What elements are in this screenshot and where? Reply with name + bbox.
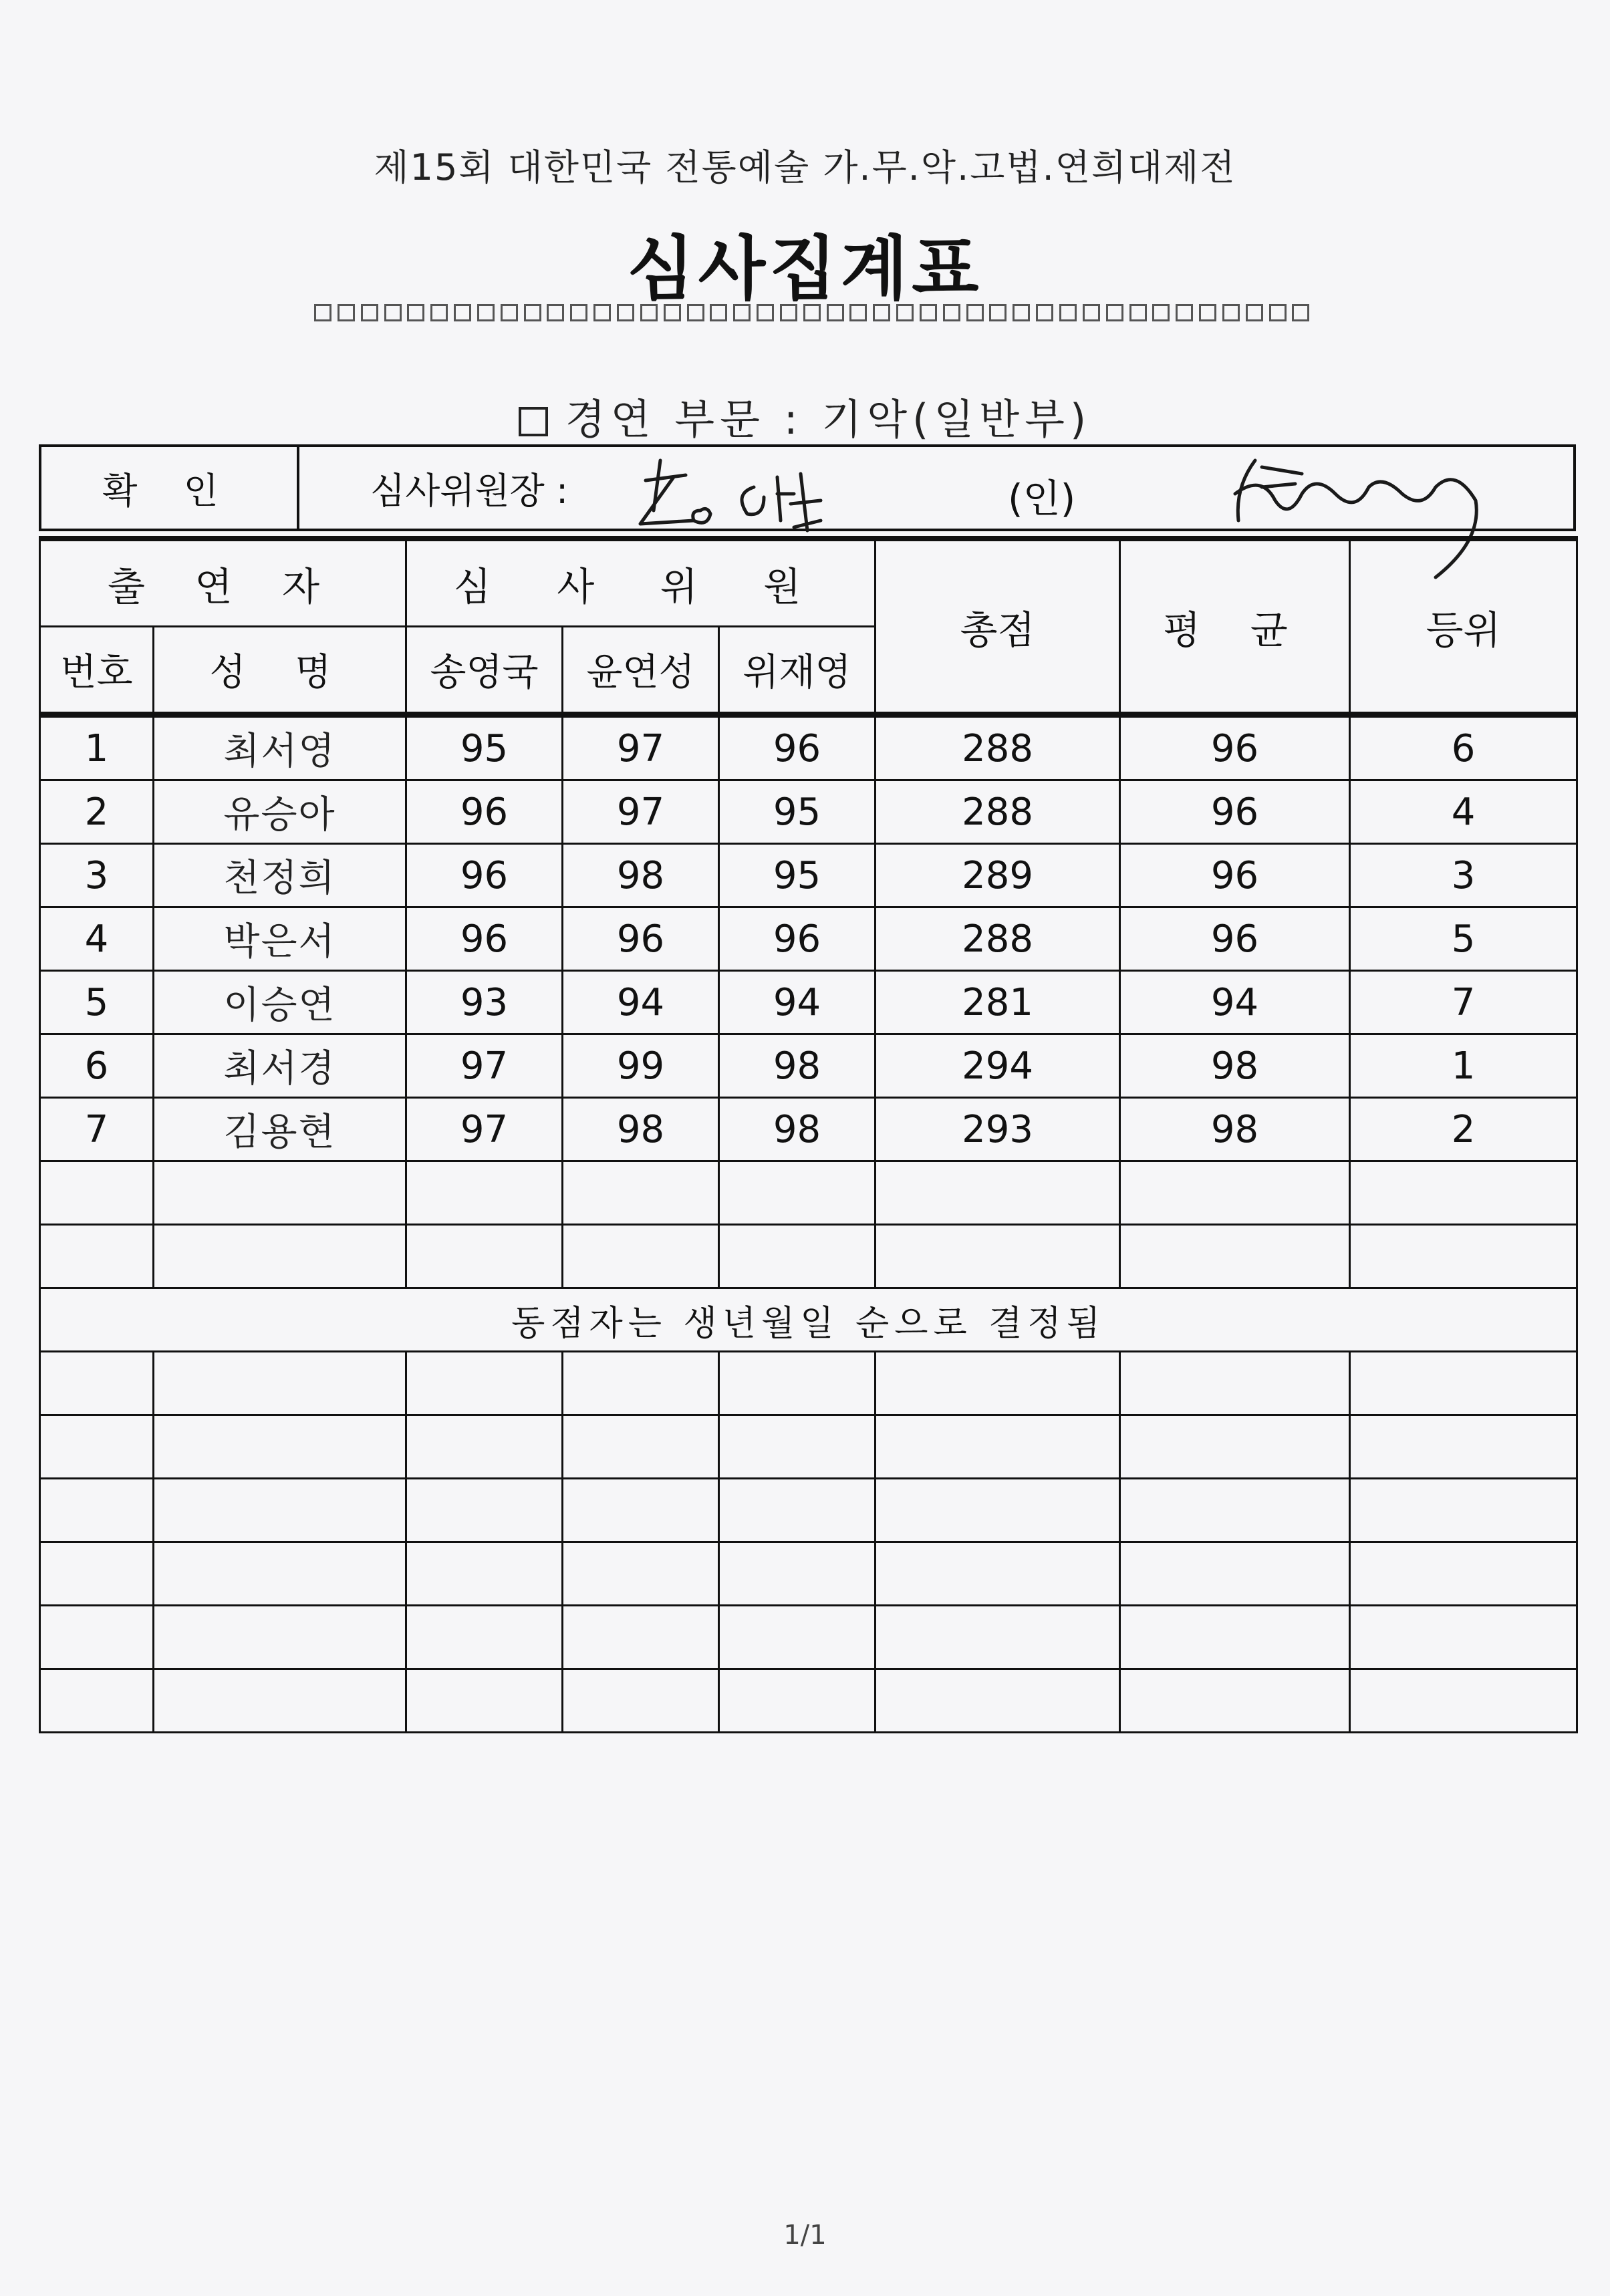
decorative-box: [827, 304, 844, 321]
cell-score-2: 98: [563, 1098, 719, 1161]
decorative-box: [454, 304, 471, 321]
decorative-box: [757, 304, 774, 321]
table-row-empty: [40, 1606, 1577, 1669]
empty-cell: [406, 1225, 563, 1288]
checkbox-icon: [519, 407, 548, 436]
judge-header: 위재영: [719, 627, 876, 715]
cell-total: 288: [876, 907, 1120, 971]
decorative-box: [338, 304, 355, 321]
table-row-empty: [40, 1415, 1577, 1479]
cell-name: 최서영: [154, 715, 406, 780]
decorative-box: [1036, 304, 1053, 321]
empty-cell: [40, 1542, 154, 1606]
cell-rank: 6: [1350, 715, 1577, 780]
empty-cell: [876, 1161, 1120, 1225]
decorative-box: [617, 304, 634, 321]
division-label: 경연 부문 : 기악(일반부): [565, 395, 1092, 444]
empty-cell: [406, 1669, 563, 1733]
empty-cell: [154, 1161, 406, 1225]
empty-cell: [1120, 1669, 1350, 1733]
decorative-box-row: [314, 304, 1310, 324]
cell-score-1: 96: [406, 780, 563, 844]
empty-cell: [563, 1479, 719, 1542]
empty-cell: [876, 1606, 1120, 1669]
cell-average: 98: [1120, 1098, 1350, 1161]
decorative-box: [547, 304, 564, 321]
empty-cell: [876, 1669, 1120, 1733]
decorative-box: [733, 304, 751, 321]
cell-number: 5: [40, 971, 154, 1034]
empty-cell: [1120, 1479, 1350, 1542]
decorative-box: [664, 304, 681, 321]
empty-cell: [40, 1415, 154, 1479]
table-row: [40, 1034, 1577, 1098]
cell-score-2: 98: [563, 844, 719, 907]
decorative-box: [896, 304, 914, 321]
empty-cell: [406, 1479, 563, 1542]
cell-name: 이승연: [154, 971, 406, 1034]
judges-group-header: 심 사 위 원: [406, 539, 876, 627]
cell-average: 96: [1120, 844, 1350, 907]
judge-header: 윤연성: [563, 627, 719, 715]
cell-score-2: 94: [563, 971, 719, 1034]
cell-rank: 7: [1350, 971, 1577, 1034]
cell-number: 7: [40, 1098, 154, 1161]
decorative-box: [1059, 304, 1077, 321]
decorative-box: [593, 304, 611, 321]
decorative-box: [710, 304, 727, 321]
cell-total: 294: [876, 1034, 1120, 1098]
chair-signature-area: [299, 447, 1573, 529]
cell-score-3: 94: [719, 971, 876, 1034]
table-row: [40, 844, 1577, 907]
cell-total: 289: [876, 844, 1120, 907]
table-row: [40, 715, 1577, 780]
rank-header: 등위: [1350, 539, 1577, 715]
empty-cell: [1350, 1479, 1577, 1542]
cell-score-2: 99: [563, 1034, 719, 1098]
table-row: [40, 971, 1577, 1034]
header-row-1: [40, 539, 1577, 627]
page-title: 심사집계표: [627, 228, 983, 309]
empty-cell: [876, 1352, 1120, 1415]
decorative-box: [989, 304, 1007, 321]
empty-cell: [40, 1606, 154, 1669]
empty-cell: [876, 1479, 1120, 1542]
decorative-box: [314, 304, 331, 321]
seal-label: (인): [1008, 476, 1076, 521]
decorative-box: [1292, 304, 1309, 321]
empty-cell: [154, 1669, 406, 1733]
empty-cell: [406, 1161, 563, 1225]
empty-cell: [1120, 1542, 1350, 1606]
name-header: 성 명: [154, 627, 406, 715]
cell-average: 96: [1120, 907, 1350, 971]
empty-cell: [1120, 1415, 1350, 1479]
cell-score-3: 98: [719, 1034, 876, 1098]
empty-cell: [719, 1161, 876, 1225]
page-number: 1/1: [783, 2220, 827, 2251]
cell-score-2: 97: [563, 715, 719, 780]
decorative-box: [1013, 304, 1030, 321]
decorative-box: [477, 304, 495, 321]
decorative-box: [1246, 304, 1263, 321]
decorative-box: [524, 304, 541, 321]
empty-cell: [563, 1415, 719, 1479]
empty-cell: [1350, 1415, 1577, 1479]
empty-cell: [154, 1606, 406, 1669]
decorative-box: [640, 304, 658, 321]
empty-cell: [719, 1479, 876, 1542]
cell-score-3: 96: [719, 907, 876, 971]
empty-cell: [876, 1542, 1120, 1606]
decorative-box: [1199, 304, 1216, 321]
decorative-box: [849, 304, 867, 321]
empty-cell: [1120, 1161, 1350, 1225]
decorative-box: [873, 304, 890, 321]
total-header: 총점: [876, 539, 1120, 715]
empty-cell: [40, 1352, 154, 1415]
empty-cell: [563, 1161, 719, 1225]
empty-cell: [719, 1352, 876, 1415]
cell-rank: 3: [1350, 844, 1577, 907]
empty-cell: [154, 1415, 406, 1479]
cell-rank: 2: [1350, 1098, 1577, 1161]
cell-score-1: 93: [406, 971, 563, 1034]
decorative-box: [501, 304, 518, 321]
decorative-box: [780, 304, 797, 321]
cell-average: 96: [1120, 780, 1350, 844]
cell-total: 281: [876, 971, 1120, 1034]
decorative-box: [407, 304, 424, 321]
empty-cell: [1350, 1161, 1577, 1225]
table-row-empty: [40, 1542, 1577, 1606]
empty-cell: [719, 1542, 876, 1606]
empty-cell: [1120, 1606, 1350, 1669]
number-header: 번호: [40, 627, 154, 715]
decorative-box: [1176, 304, 1193, 321]
decorative-box: [570, 304, 587, 321]
empty-cell: [1350, 1352, 1577, 1415]
cell-score-1: 96: [406, 844, 563, 907]
empty-cell: [1350, 1606, 1577, 1669]
decorative-box: [1083, 304, 1100, 321]
empty-cell: [1350, 1225, 1577, 1288]
cell-score-2: 97: [563, 780, 719, 844]
cell-score-3: 95: [719, 780, 876, 844]
cell-rank: 5: [1350, 907, 1577, 971]
decorative-box: [920, 304, 937, 321]
tie-note: 동점자는 생년월일 순으로 결정됨: [40, 1288, 1577, 1352]
cell-score-2: 96: [563, 907, 719, 971]
empty-cell: [719, 1606, 876, 1669]
empty-cell: [40, 1479, 154, 1542]
decorative-box: [384, 304, 402, 321]
average-header: 평 균: [1120, 539, 1350, 715]
decorative-box: [430, 304, 448, 321]
cell-rank: 1: [1350, 1034, 1577, 1098]
empty-cell: [40, 1225, 154, 1288]
decorative-box: [966, 304, 984, 321]
cell-name: 김용현: [154, 1098, 406, 1161]
cell-average: 96: [1120, 715, 1350, 780]
decorative-box: [803, 304, 821, 321]
cell-number: 6: [40, 1034, 154, 1098]
chair-label: 심사위원장 :: [370, 469, 569, 512]
cell-name: 최서경: [154, 1034, 406, 1098]
empty-cell: [40, 1669, 154, 1733]
table-row: [40, 907, 1577, 971]
cell-number: 1: [40, 715, 154, 780]
performer-group-header: 출 연 자: [40, 539, 406, 627]
decorative-box: [1269, 304, 1287, 321]
empty-cell: [40, 1161, 154, 1225]
empty-cell: [154, 1479, 406, 1542]
empty-cell: [154, 1352, 406, 1415]
empty-cell: [719, 1669, 876, 1733]
table-row-empty: [40, 1479, 1577, 1542]
cell-name: 박은서: [154, 907, 406, 971]
decorative-box: [361, 304, 378, 321]
cell-score-3: 98: [719, 1098, 876, 1161]
empty-cell: [406, 1415, 563, 1479]
cell-total: 293: [876, 1098, 1120, 1161]
confirm-row: [39, 444, 1576, 531]
confirm-label: 확 인: [41, 447, 299, 529]
table-row-empty: [40, 1225, 1577, 1288]
cell-score-1: 97: [406, 1098, 563, 1161]
division-line: [0, 386, 1610, 446]
cell-number: 3: [40, 844, 154, 907]
empty-cell: [406, 1606, 563, 1669]
cell-score-3: 96: [719, 715, 876, 780]
empty-cell: [1350, 1669, 1577, 1733]
decorative-box: [1222, 304, 1240, 321]
cell-total: 288: [876, 715, 1120, 780]
cell-score-1: 97: [406, 1034, 563, 1098]
empty-cell: [719, 1415, 876, 1479]
empty-cell: [563, 1542, 719, 1606]
empty-cell: [563, 1606, 719, 1669]
table-row: [40, 780, 1577, 844]
empty-cell: [154, 1225, 406, 1288]
empty-cell: [406, 1542, 563, 1606]
empty-cell: [876, 1225, 1120, 1288]
empty-cell: [1350, 1542, 1577, 1606]
cell-score-1: 96: [406, 907, 563, 971]
table-row: [40, 1098, 1577, 1161]
cell-name: 천정희: [154, 844, 406, 907]
decorative-box: [943, 304, 960, 321]
empty-cell: [563, 1225, 719, 1288]
table-row-empty: [40, 1161, 1577, 1225]
cell-number: 2: [40, 780, 154, 844]
table-row-empty: [40, 1669, 1577, 1733]
tie-note-row: [40, 1288, 1577, 1352]
cell-rank: 4: [1350, 780, 1577, 844]
empty-cell: [563, 1352, 719, 1415]
empty-cell: [154, 1542, 406, 1606]
score-table: [39, 536, 1578, 1733]
cell-average: 94: [1120, 971, 1350, 1034]
decorative-box: [687, 304, 704, 321]
cell-name: 유승아: [154, 780, 406, 844]
empty-cell: [1120, 1352, 1350, 1415]
empty-cell: [563, 1669, 719, 1733]
decorative-box: [1129, 304, 1147, 321]
judge-header: 송영국: [406, 627, 563, 715]
cell-score-1: 95: [406, 715, 563, 780]
event-subtitle: 제15회 대한민국 전통예술 가.무.악.고법.연희대제전: [374, 146, 1236, 188]
empty-cell: [719, 1225, 876, 1288]
decorative-box: [1152, 304, 1170, 321]
empty-cell: [1120, 1225, 1350, 1288]
cell-score-3: 95: [719, 844, 876, 907]
cell-average: 98: [1120, 1034, 1350, 1098]
cell-number: 4: [40, 907, 154, 971]
decorative-box: [1106, 304, 1123, 321]
cell-total: 288: [876, 780, 1120, 844]
empty-cell: [876, 1415, 1120, 1479]
table-row-empty: [40, 1352, 1577, 1415]
empty-cell: [406, 1352, 563, 1415]
